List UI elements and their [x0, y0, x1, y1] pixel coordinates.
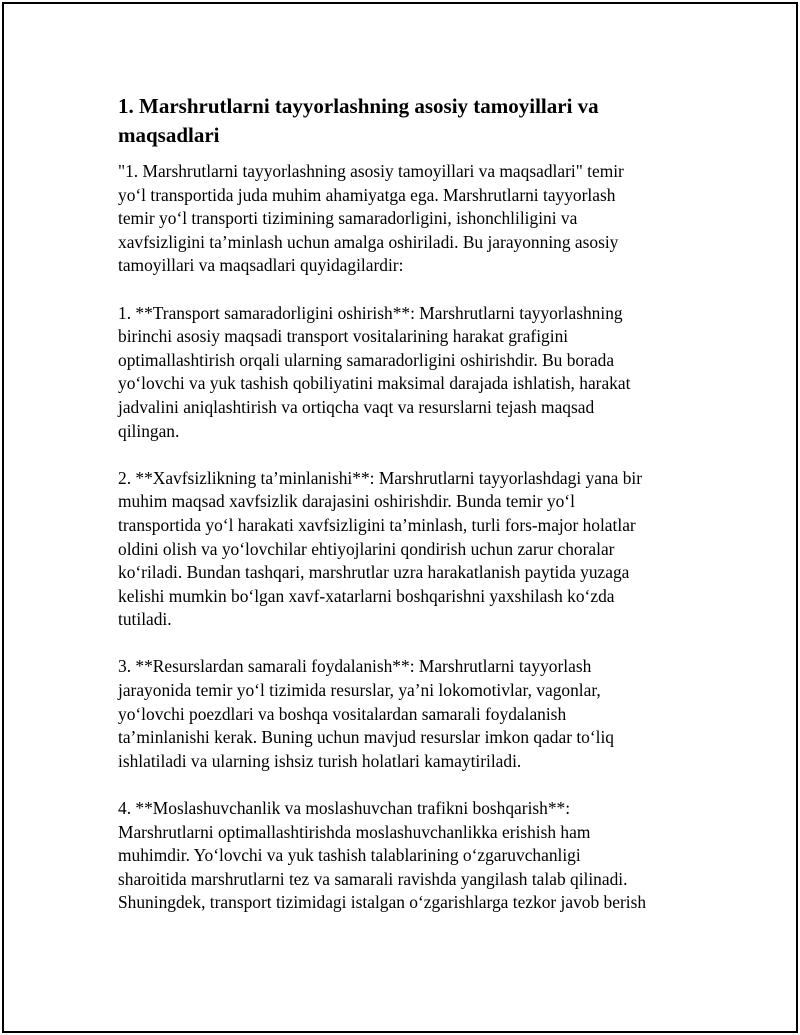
paragraph-flexibility: 4. **Moslashuvchanlik va moslashuvchan trafikni boshqarish**: Marshrutlarni optimallashtirishda moslashuvchanlikka erishish ham muhimdir. Yo‘lovchi va yuk tashish talablarining o‘zgaruvchanligi sharoitida marshrutlarni tez va samarali ravishda yangilash talab qilinadi. Shuningdek, transport tizimidagi istalgan o‘zgarishlarga tezkor javob berish: [118, 798, 647, 913]
paragraph-safety: 2. **Xavfsizlikning ta’minlanishi**: Marshrutlarni tayyorlashdagi yana bir muhim maqsad xavfsizlik darajasini oshirishdir. Bunda temir yo‘l transportida yo‘l harakati xavfsizligini ta’minlash, turli fors-major holatlar oldini olish va yo‘lovchilar ehtiyojlarini qondirish uchun zarur choralar ko‘riladi. Bundan tashqari, marshrutlar uzra harakatlanish paytida yuzaga kelishi mumkin bo‘lgan xavf-xatarlarni boshqarishni yaxshilash ko‘zda tutiladi.: [118, 467, 643, 630]
document-body: [118, 92, 698, 939]
paragraph-transport-efficiency: 1. **Transport samaradorligini oshirish**: Marshrutlarni tayyorlashning birinchi asosiy maqsadi transport vositalarining harakat grafigini optimallashtirish orqali ularning samaradorligini oshirishdir. Bu borada yo‘lovchi va yuk tashish qobiliyatini maksimal darajada ishlatish, harakat jadvalini aniqlashtirish va ortiqcha vaqt va resurslarni tejash maqsad qilingan.: [118, 302, 631, 441]
document-heading: 1. Marshrutlarni tayyorlashning asosiy tamoyillari va maqsadlari: [118, 94, 599, 147]
intro-paragraph: "1. Marshrutlarni tayyorlashning asosiy tamoyillari va maqsadlari" temir yo‘l transportida juda muhim ahamiyatga ega. Marshrutlarni tayyorlash temir yo‘l transporti tizimining samaradorligini, ishonchliligini va xavfsizligini ta’minlash uchun amalga oshiriladi. Bu jarayonning asosiy tamoyillari va maqsadlari quyidagilardir:: [118, 161, 624, 276]
paragraph-resources: 3. **Resurslardan samarali foydalanish**: Marshrutlarni tayyorlash jarayonida temir yo‘l tizimida resurslar, ya’ni lokomotivlar, vagonlar, yo‘lovchi poezdlari va boshqa vositalardan samarali foydalanish ta’minlanishi kerak. Buning uchun mavjud resurslar imkon qadar to‘liq ishlatiladi va ularning ishsiz turish holatlari kamaytiriladi.: [118, 656, 615, 771]
